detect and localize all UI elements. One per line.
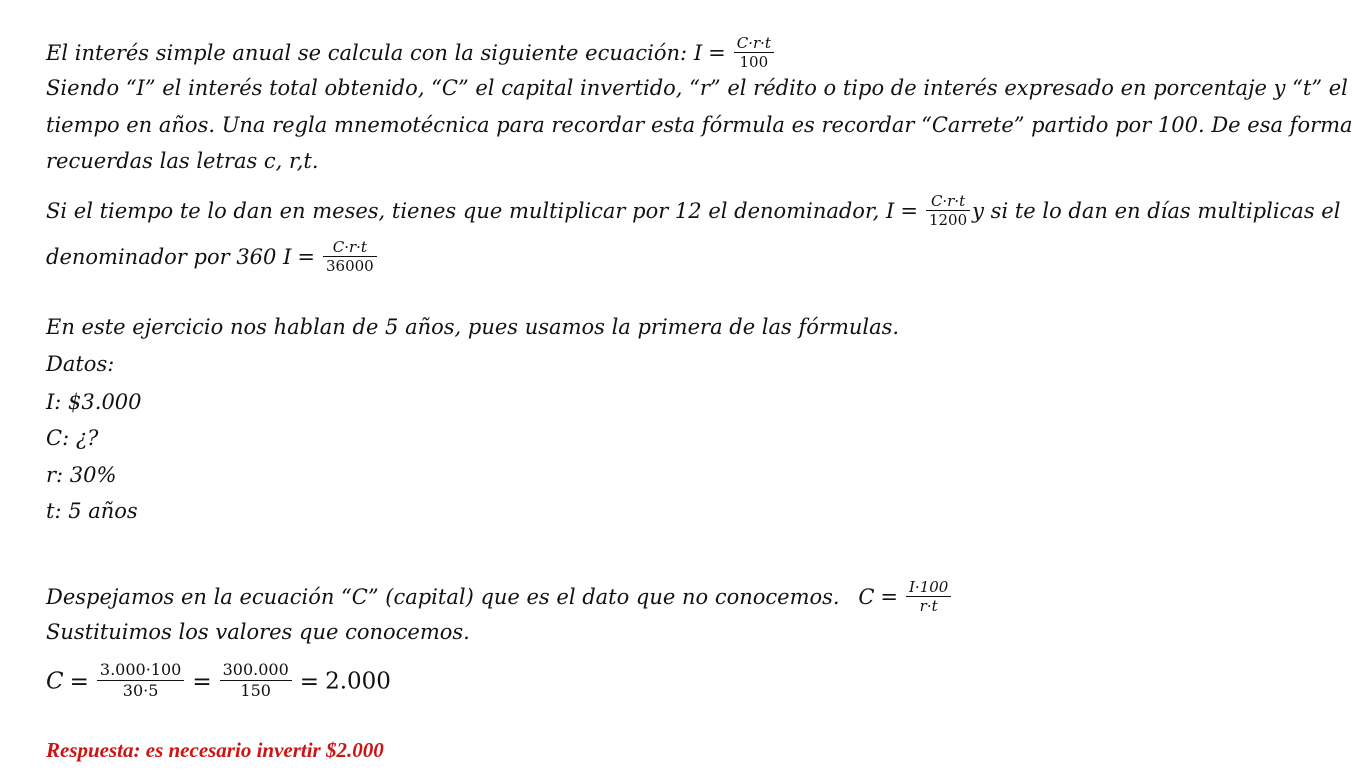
- formula-fraction-days: [323, 238, 377, 275]
- formula-lhs: C: [858, 585, 875, 609]
- fraction-numerator: 300.000: [220, 660, 292, 681]
- solve-text: Despejamos en la ecuación “C” (capital) que es el dato que no conocemos.: [46, 585, 840, 609]
- fraction-numerator: 3.000·100: [97, 660, 184, 681]
- fraction-denominator: r·t: [919, 597, 938, 615]
- datos-title: Datos:: [46, 352, 115, 376]
- intro-line-1: [46, 36, 776, 73]
- result-fraction-2: [220, 660, 292, 701]
- datos-item: t: 5 años: [46, 499, 138, 523]
- answer-text: Respuesta: es necesario invertir $2.000: [46, 738, 384, 762]
- datos-item: I: $3.000: [46, 390, 142, 414]
- fraction-numerator: I·100: [906, 578, 951, 597]
- intro-line-4: recuerdas las letras c, r,t.: [46, 149, 319, 173]
- result-equals: =: [192, 668, 212, 695]
- datos-item: r: 30%: [46, 463, 117, 487]
- months-line: [46, 194, 1340, 231]
- days-text: denominador por 360: [46, 245, 277, 269]
- intro-text: El interés simple anual se calcula con la siguiente ecuación:: [46, 41, 688, 65]
- fraction-denominator: 1200: [928, 211, 968, 229]
- result-equals: =: [299, 668, 320, 695]
- formula-equals: =: [900, 199, 918, 223]
- fraction-denominator: 100: [739, 53, 769, 71]
- formula-fraction-solve: [906, 578, 951, 615]
- fraction-denominator: 30·5: [122, 681, 159, 700]
- fraction-numerator: C·r·t: [926, 192, 970, 211]
- months-text-after: y si te lo dan en días multiplicas el: [972, 199, 1341, 223]
- fraction-numerator: C·r·t: [734, 34, 774, 53]
- solve-line: [46, 580, 953, 617]
- result-lhs: C: [46, 668, 64, 695]
- formula-equals: =: [297, 245, 315, 269]
- fraction-numerator: C·r·t: [323, 238, 377, 257]
- result-fraction-1: [97, 660, 184, 701]
- days-line: [46, 240, 379, 277]
- formula-fraction-main: [734, 34, 774, 71]
- exercise-line: En este ejercicio nos hablan de 5 años, pues usamos la primera de las fórmulas.: [46, 315, 900, 339]
- intro-line-3: tiempo en años. Una regla mnemotécnica para recordar esta fórmula es recordar “Carrete” partido por 100. De esa forma: [46, 113, 1353, 137]
- result-value: 2.000: [325, 668, 391, 695]
- formula-equals: =: [880, 585, 898, 609]
- substitute-line: Sustituimos los valores que conocemos.: [46, 620, 470, 644]
- result-equals: =: [69, 668, 89, 695]
- result-equation: [46, 662, 391, 703]
- formula-lhs: I: [886, 199, 895, 223]
- intro-line-2: Siendo “I” el interés total obtenido, “C” el capital invertido, “r” el rédito o tipo de interés expresado en porcentaje y “t” el: [46, 76, 1348, 100]
- fraction-denominator: 150: [240, 681, 271, 700]
- months-text: Si el tiempo te lo dan en meses, tienes que multiplicar por 12 el denominador,: [46, 199, 880, 223]
- datos-item: C: ¿?: [46, 426, 99, 450]
- formula-lhs: I: [283, 245, 292, 269]
- formula-lhs: I: [693, 41, 703, 65]
- fraction-denominator: 36000: [326, 257, 374, 275]
- formula-equals: =: [708, 41, 726, 65]
- formula-fraction-months: [926, 192, 970, 229]
